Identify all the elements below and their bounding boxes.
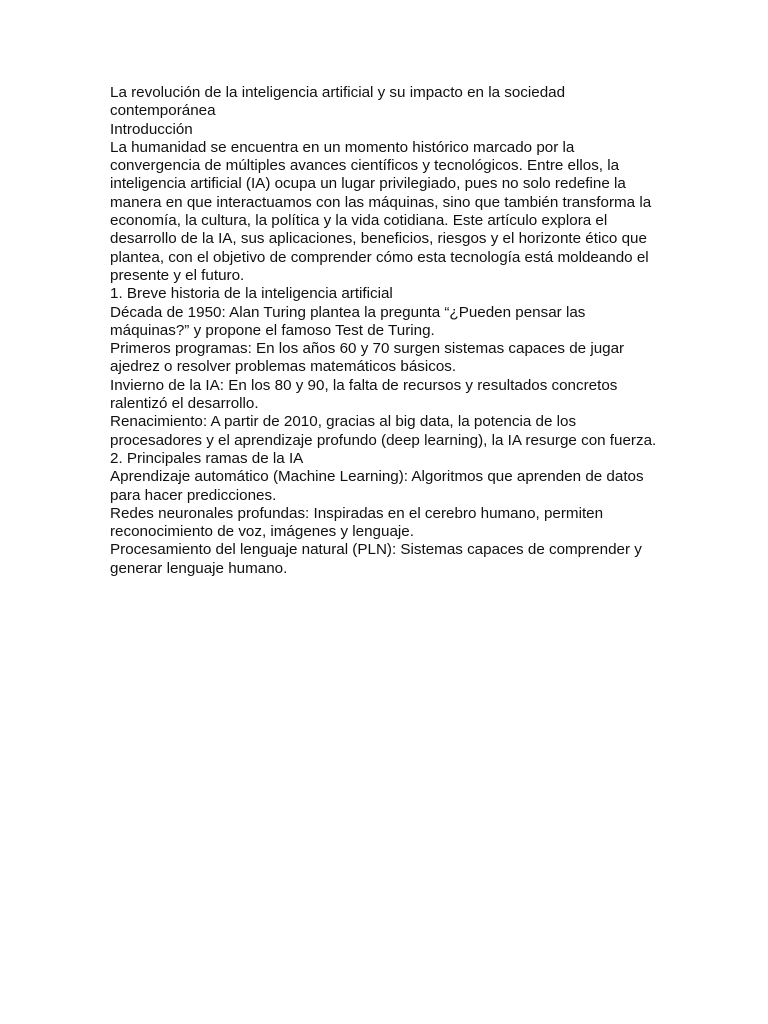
branch-item-neural-networks: Redes neuronales profundas: Inspiradas en el cerebro humano, permiten reconocimiento de voz, imágenes y lenguaje.	[110, 504, 604, 541]
introduction-heading: Introducción	[110, 120, 193, 138]
document-body	[110, 84, 660, 578]
history-item-1950s: Década de 1950: Alan Turing plantea la pregunta “¿Pueden pensar las máquinas?” y propone el famoso Test de Turing.	[110, 303, 586, 339]
section-heading-branches: 2. Principales ramas de la IA	[110, 449, 304, 467]
introduction-paragraph: La humanidad se encuentra en un momento histórico marcado por la convergencia de múltiples avances científicos y tecnológicos. Entre ellos, la inteligencia artificial (IA) ocupa un lugar privilegiado, pues no solo redefine la manera en que interactuamos con las máquinas, sino que también transforma la economía, la cultura, la política y la vida cotidiana. Este artículo explora el desarrollo de la IA, sus aplicaciones, beneficios, riesgos y el horizonte ético que plantea, con el objetivo de comprender cómo esta tecnología está moldeando el presente y el futuro.	[110, 138, 652, 284]
section-heading-history: 1. Breve historia de la inteligencia artificial	[110, 285, 393, 303]
history-item-first-programs: Primeros programas: En los años 60 y 70 surgen sistemas capaces de jugar ajedrez o resolver problemas matemáticos básicos.	[110, 340, 625, 376]
branch-item-nlp: Procesamiento del lenguaje natural (PLN): Sistemas capaces de comprender y generar lenguaje humano.	[110, 541, 642, 577]
branch-item-machine-learning: Aprendizaje automático (Machine Learning): Algoritmos que aprenden de datos para hacer predicciones.	[110, 468, 644, 504]
history-item-renaissance: Renacimiento: A partir de 2010, gracias al big data, la potencia de los procesadores y el aprendizaje profundo (deep learning), la IA resurge con fuerza.	[110, 413, 657, 449]
document-title: La revolución de la inteligencia artificial y su impacto en la sociedad contemporánea	[110, 84, 566, 120]
history-item-ai-winter: Invierno de la IA: En los 80 y 90, la falta de recursos y resultados concretos ralentizó el desarrollo.	[110, 376, 618, 413]
